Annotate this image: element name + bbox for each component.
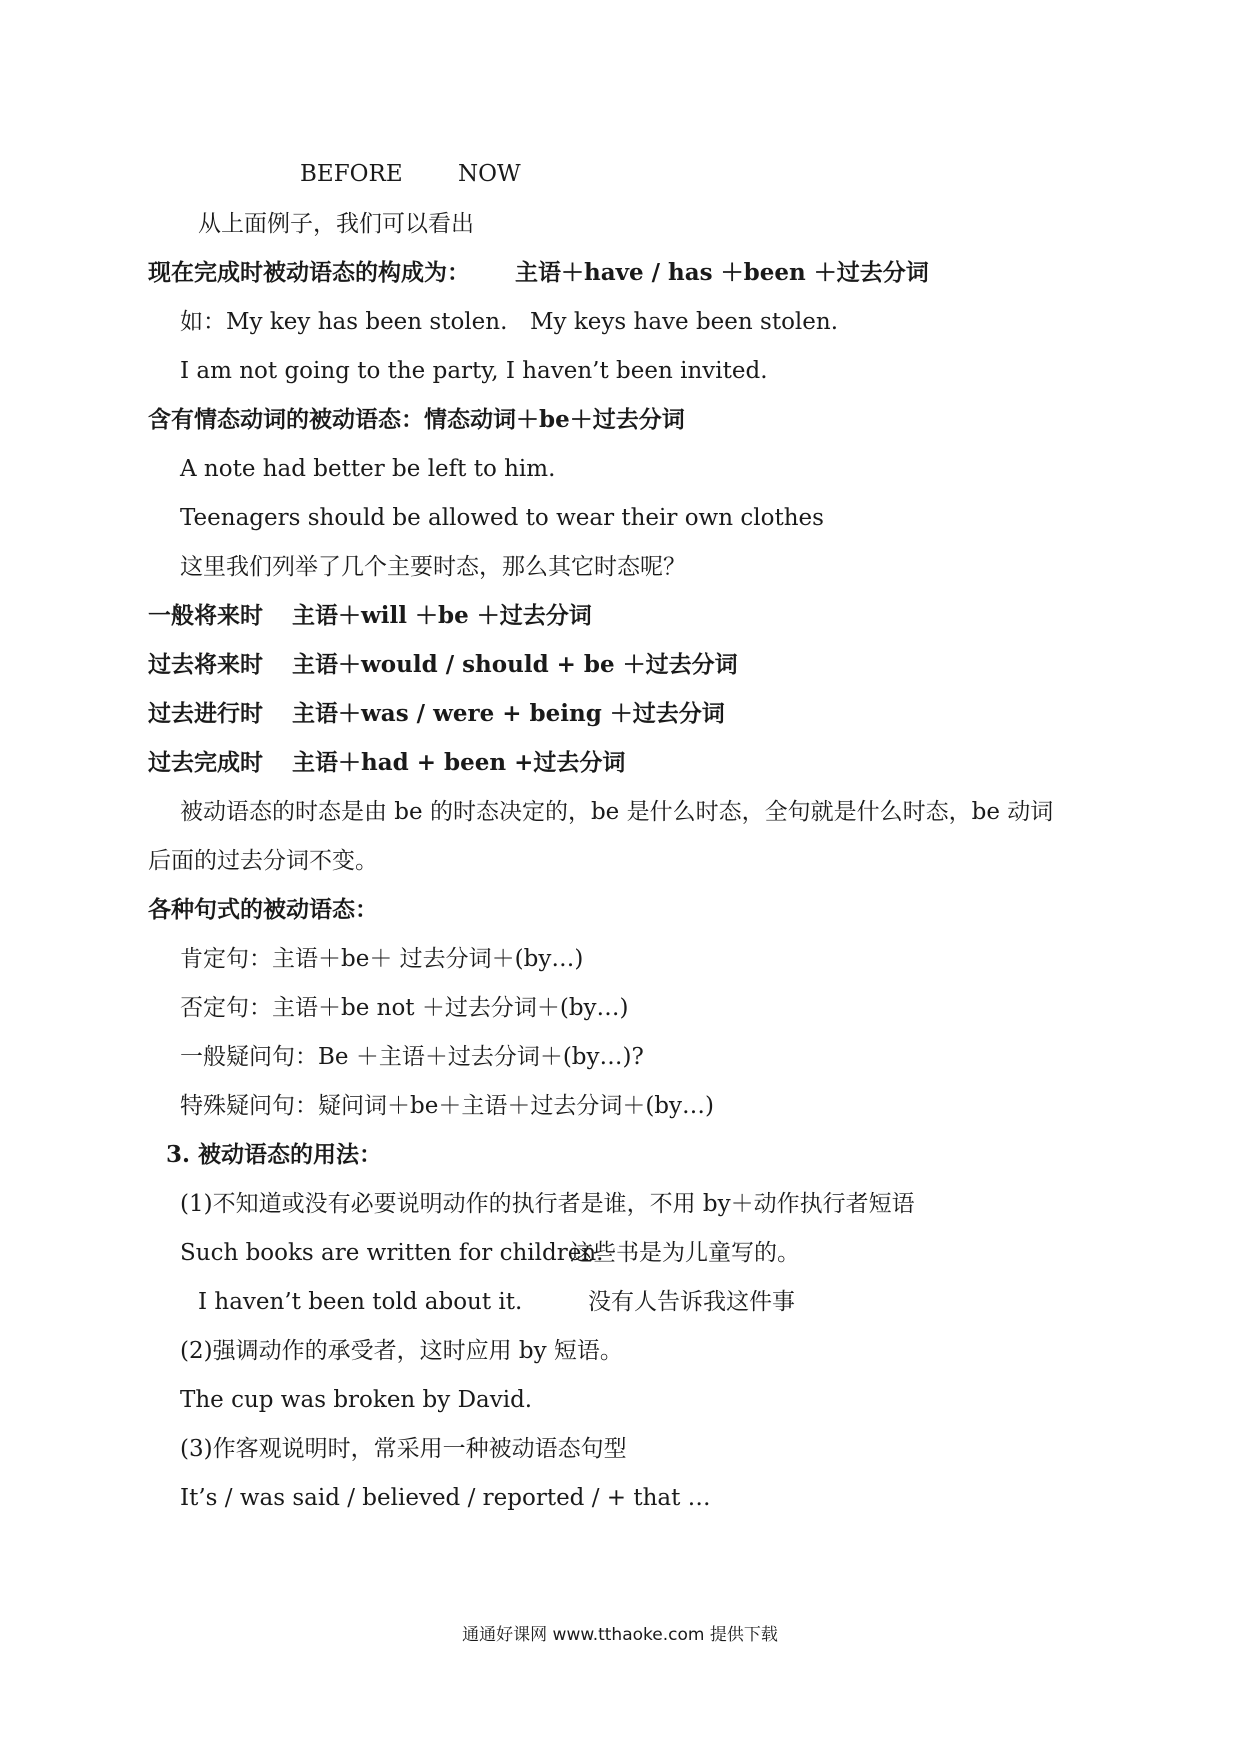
usage-example-4-en: It’s / was said / believed / reported / + that …: [180, 1485, 711, 1511]
sentence-type-item: 否定句：主语＋be not ＋过去分词＋(by…): [180, 995, 629, 1021]
before-label: BEFORE: [300, 161, 403, 187]
tense-formula: 主语＋was / were + being ＋过去分词: [292, 700, 725, 727]
usage-example-1-en: Such books are written for children.: [180, 1240, 604, 1266]
present-perfect-example-2: My keys have been stolen.: [530, 309, 839, 335]
modal-example-2: Teenagers should be allowed to wear their own clothes: [180, 505, 824, 531]
usage-point-2: (2)强调动作的承受者，这时应用 by 短语。: [180, 1338, 623, 1364]
page-footer: 通通好课网 www.tthaoke.com 提供下载: [462, 1625, 778, 1645]
tense-formula: 主语＋would / should + be ＋过去分词: [292, 651, 738, 678]
sentence-type-item: 肯定句：主语＋be＋ 过去分词＋(by…): [180, 946, 584, 972]
present-perfect-title: 现在完成时被动语态的构成为：: [148, 259, 470, 286]
sentence-type-item: 特殊疑问句：疑问词＋be＋主语＋过去分词＋(by…): [180, 1093, 714, 1119]
sentence-types-title: 各种句式的被动语态：: [148, 896, 378, 923]
usage-point-1: (1)不知道或没有必要说明动作的执行者是谁，不用 by＋动作执行者短语: [180, 1191, 915, 1217]
usage-example-2-cn: 没有人告诉我这件事: [588, 1289, 795, 1315]
usage-title: 3. 被动语态的用法：: [166, 1141, 383, 1168]
note-line-2: 后面的过去分词不变。: [148, 848, 378, 874]
other-tenses-intro: 这里我们列举了几个主要时态，那么其它时态呢？: [180, 554, 686, 580]
usage-example-1-cn: 这些书是为儿童写的。: [570, 1240, 800, 1266]
tense-formula: 主语＋will ＋be ＋过去分词: [292, 602, 592, 629]
present-perfect-example-1: 如：My key has been stolen.: [180, 309, 508, 335]
intro-text: 从上面例子，我们可以看出: [198, 211, 474, 237]
tense-name: 过去进行时: [148, 700, 263, 727]
tense-name: 一般将来时: [148, 602, 263, 629]
present-perfect-formula: 主语＋have / has ＋been ＋过去分词: [515, 259, 929, 286]
modal-example-1: A note had better be left to him.: [180, 456, 556, 482]
sentence-type-item: 一般疑问句：Be ＋主语＋过去分词＋(by…)?: [180, 1044, 644, 1070]
now-label: NOW: [458, 161, 521, 187]
usage-example-3-en: The cup was broken by David.: [180, 1387, 533, 1413]
tense-name: 过去完成时: [148, 749, 263, 776]
present-perfect-example-3: I am not going to the party, I haven’t been invited.: [180, 358, 768, 384]
tense-name: 过去将来时: [148, 651, 263, 678]
usage-point-3: (3)作客观说明时，常采用一种被动语态句型: [180, 1436, 627, 1462]
modal-title: 含有情态动词的被动语态：情态动词＋be＋过去分词: [148, 406, 685, 433]
tense-formula: 主语＋had + been +过去分词: [292, 749, 626, 776]
note-line-1: 被动语态的时态是由 be 的时态决定的，be 是什么时态，全句就是什么时态，be 动词: [180, 799, 1054, 825]
usage-example-2-en: I haven’t been told about it.: [198, 1289, 523, 1315]
